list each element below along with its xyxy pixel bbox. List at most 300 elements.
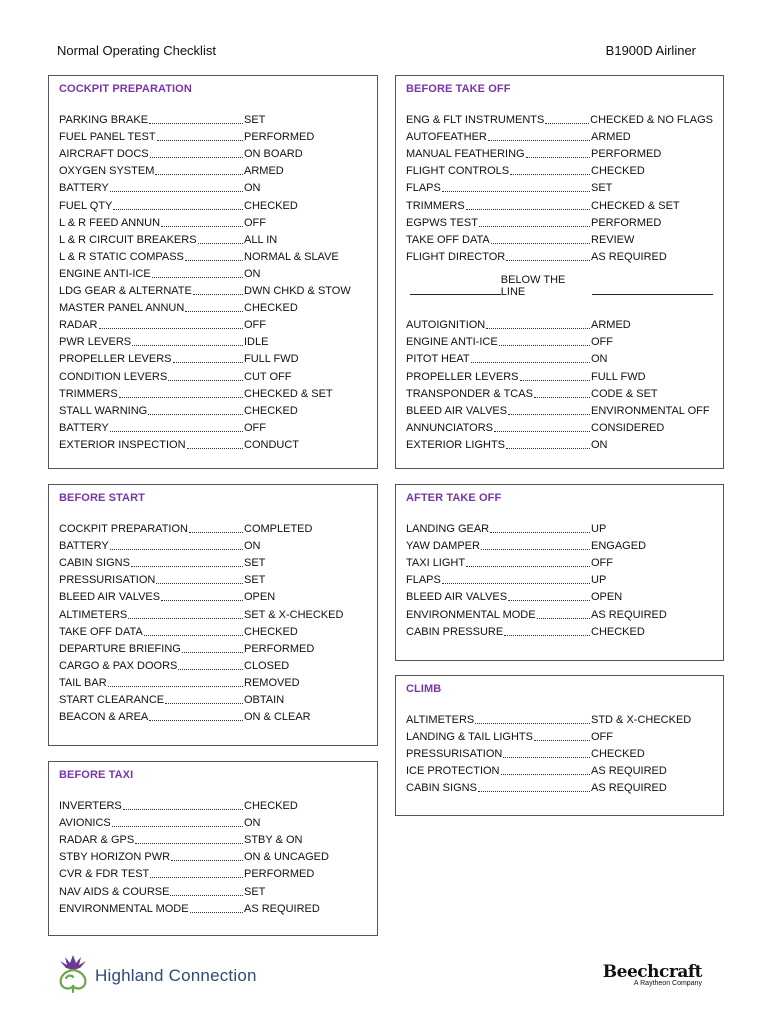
item-label: LDG GEAR & ALTERNATE bbox=[59, 285, 192, 298]
checklist-item bbox=[59, 625, 244, 639]
item-value: CHECKED & SET bbox=[244, 387, 333, 400]
checklist-row bbox=[59, 796, 367, 813]
dot-leader bbox=[490, 532, 590, 533]
checklist-item bbox=[59, 608, 244, 622]
item-label: BLEED AIR VALVES bbox=[406, 404, 508, 417]
section-title: AFTER TAKE OFF bbox=[406, 492, 502, 504]
item-label: PITOT HEAT bbox=[406, 353, 470, 366]
item-label: ICE PROTECTION bbox=[406, 765, 500, 778]
checklist-item bbox=[59, 421, 244, 435]
item-label: ENGINE ANTI-ICE bbox=[406, 336, 498, 349]
dot-leader bbox=[128, 618, 243, 619]
item-label: FUEL QTY bbox=[59, 199, 113, 212]
item-label: OXYGEN SYSTEM bbox=[59, 165, 155, 178]
item-label: TAKE OFF DATA bbox=[406, 233, 490, 246]
item-value: CHECKED bbox=[591, 165, 645, 178]
checklist-row bbox=[406, 315, 713, 332]
checklist-row bbox=[406, 161, 713, 178]
item-label: TRIMMERS bbox=[406, 199, 465, 212]
item-value: ARMED bbox=[591, 319, 631, 332]
item-value: ENGAGED bbox=[591, 540, 647, 553]
item-value: PERFORMED bbox=[591, 148, 662, 161]
checklist-row bbox=[59, 813, 367, 830]
dot-leader bbox=[132, 345, 243, 346]
item-value: CHECKED bbox=[244, 800, 298, 813]
item-label: AVIONICS bbox=[59, 817, 111, 830]
item-label: BATTERY bbox=[59, 421, 109, 434]
checklist-row bbox=[59, 384, 367, 401]
checklist bbox=[59, 796, 367, 916]
checklist-item bbox=[406, 404, 591, 418]
checklist-item bbox=[406, 438, 591, 452]
checklist-item bbox=[406, 522, 591, 536]
dot-leader bbox=[491, 243, 590, 244]
item-value: AS REQUIRED bbox=[591, 782, 667, 795]
item-label: YAW DAMPER bbox=[406, 540, 480, 553]
dot-leader bbox=[110, 549, 243, 550]
checklist-item bbox=[59, 522, 244, 536]
item-value: OFF bbox=[591, 336, 613, 349]
dot-leader bbox=[131, 566, 243, 567]
checklist-item bbox=[59, 301, 244, 315]
item-value: CONSIDERED bbox=[591, 421, 665, 434]
divider-label: BELOW THE LINE bbox=[500, 274, 566, 299]
checklist-item bbox=[59, 676, 244, 690]
checklist-item bbox=[59, 539, 244, 553]
item-label: TRIMMERS bbox=[59, 387, 118, 400]
item-value: AS REQUIRED bbox=[591, 765, 667, 778]
checklist bbox=[406, 710, 713, 795]
checklist-row bbox=[59, 899, 367, 916]
checklist-row bbox=[406, 570, 713, 587]
item-label: BLEED AIR VALVES bbox=[59, 591, 161, 604]
after-take-off-section bbox=[395, 484, 724, 661]
item-value: REVIEW bbox=[591, 233, 635, 246]
checklist-row bbox=[59, 587, 367, 604]
item-value: ON bbox=[244, 182, 261, 195]
checklist-item bbox=[406, 539, 591, 553]
item-label: CABIN SIGNS bbox=[59, 557, 130, 570]
item-value: CHECKED & SET bbox=[591, 199, 680, 212]
item-value: ON bbox=[591, 353, 608, 366]
below-the-line-divider bbox=[406, 274, 713, 299]
item-label: TRANSPONDER & TCAS bbox=[406, 387, 533, 400]
dot-leader bbox=[135, 843, 243, 844]
checklist-item bbox=[59, 267, 244, 281]
checklist bbox=[59, 519, 367, 724]
item-value: ENVIRONMENTAL OFF bbox=[591, 404, 710, 417]
checklist-item bbox=[59, 833, 244, 847]
dot-leader bbox=[150, 157, 243, 158]
checklist-item bbox=[59, 710, 244, 724]
checklist-item bbox=[59, 387, 244, 401]
checklist-row bbox=[59, 847, 367, 864]
divider-line bbox=[592, 294, 713, 295]
dot-leader bbox=[475, 723, 590, 724]
item-label: BLEED AIR VALVES bbox=[406, 591, 508, 604]
dot-leader bbox=[182, 652, 243, 653]
checklist-item bbox=[59, 250, 244, 264]
checklist-item bbox=[406, 781, 591, 795]
item-value: PERFORMED bbox=[244, 868, 315, 881]
item-value: PERFORMED bbox=[244, 642, 315, 655]
checklist-row bbox=[406, 744, 713, 761]
checklist-row bbox=[406, 536, 713, 553]
dot-leader bbox=[110, 431, 243, 432]
item-value: FULL FWD bbox=[591, 370, 646, 383]
dot-leader bbox=[198, 243, 243, 244]
checklist-item bbox=[59, 816, 244, 830]
item-value: DWN CHKD & STOW bbox=[244, 285, 351, 298]
checklist-item bbox=[406, 730, 591, 744]
item-value: COMPLETED bbox=[244, 523, 313, 536]
checklist-row bbox=[59, 570, 367, 587]
section-title: BEFORE TAXI bbox=[59, 769, 134, 781]
checklist bbox=[406, 519, 713, 639]
checklist-row bbox=[406, 553, 713, 570]
item-label: BATTERY bbox=[59, 540, 109, 553]
checklist-row bbox=[59, 519, 367, 536]
item-value: CHECKED & NO FLAGS bbox=[590, 114, 713, 127]
item-value: SET bbox=[591, 182, 613, 195]
checklist-row bbox=[59, 161, 367, 178]
dot-leader bbox=[466, 209, 590, 210]
checklist bbox=[406, 110, 713, 264]
item-label: STBY HORIZON PWR bbox=[59, 851, 171, 864]
item-label: PROPELLER LEVERS bbox=[406, 370, 519, 383]
header-title: Normal Operating Checklist bbox=[57, 43, 216, 58]
checklist-item bbox=[59, 590, 244, 604]
item-label: ENVIRONMENTAL MODE bbox=[406, 608, 536, 621]
item-label: L & R STATIC COMPASS bbox=[59, 250, 184, 263]
checklist-item bbox=[59, 850, 244, 864]
dot-leader bbox=[503, 757, 590, 758]
checklist-item bbox=[59, 318, 244, 332]
dot-leader bbox=[123, 809, 243, 810]
item-label: RADAR & GPS bbox=[59, 834, 135, 847]
section-title: BEFORE TAKE OFF bbox=[406, 83, 511, 95]
checklist-item bbox=[59, 181, 244, 195]
item-value: AS REQUIRED bbox=[244, 902, 320, 915]
dot-leader bbox=[478, 791, 590, 792]
dot-leader bbox=[185, 311, 243, 312]
dot-leader bbox=[506, 260, 590, 261]
checklist-item bbox=[406, 608, 591, 622]
spacer bbox=[406, 298, 713, 315]
dot-leader bbox=[508, 414, 590, 415]
checklist-row bbox=[59, 604, 367, 621]
item-value: CODE & SET bbox=[591, 387, 658, 400]
section-title: CLIMB bbox=[406, 683, 442, 695]
dot-leader bbox=[185, 260, 243, 261]
dot-leader bbox=[161, 226, 243, 227]
dot-leader bbox=[488, 140, 590, 141]
item-label: ALTIMETERS bbox=[406, 714, 475, 727]
item-value: CHECKED bbox=[591, 748, 645, 761]
before-taxi-section bbox=[48, 761, 378, 936]
checklist-item bbox=[406, 233, 591, 247]
checklist-row bbox=[59, 315, 367, 332]
checklist-row bbox=[59, 264, 367, 281]
before-take-off-section bbox=[395, 75, 724, 469]
checklist-row bbox=[59, 247, 367, 264]
checklist-item bbox=[406, 713, 591, 727]
checklist-row bbox=[406, 127, 713, 144]
item-label: COCKPIT PREPARATION bbox=[59, 523, 188, 536]
item-value: SET bbox=[244, 574, 266, 587]
checklist-row bbox=[59, 864, 367, 881]
dot-leader bbox=[481, 549, 590, 550]
dot-leader bbox=[510, 174, 590, 175]
dot-leader bbox=[442, 583, 590, 584]
checklist-item bbox=[59, 335, 244, 349]
item-label: PRESSURISATION bbox=[59, 574, 156, 587]
checklist-row bbox=[59, 830, 367, 847]
item-value: ARMED bbox=[591, 131, 631, 144]
checklist-item bbox=[59, 352, 244, 366]
dot-leader bbox=[190, 912, 243, 913]
item-value: CHECKED bbox=[591, 625, 645, 638]
item-label: INVERTERS bbox=[59, 800, 122, 813]
item-label: ENG & FLT INSTRUMENTS bbox=[406, 114, 545, 127]
checklist-row bbox=[59, 195, 367, 212]
item-label: PROPELLER LEVERS bbox=[59, 353, 172, 366]
checklist-item bbox=[59, 370, 244, 384]
thistle-logo-icon bbox=[55, 953, 91, 998]
checklist-item bbox=[59, 233, 244, 247]
item-value: CHECKED bbox=[244, 302, 298, 315]
item-value: SET bbox=[244, 885, 266, 898]
item-label: ENVIRONMENTAL MODE bbox=[59, 902, 189, 915]
dot-leader bbox=[526, 157, 590, 158]
checklist-row bbox=[406, 435, 713, 452]
checklist-row bbox=[406, 195, 713, 212]
dot-leader bbox=[520, 380, 591, 381]
checklist-item bbox=[59, 573, 244, 587]
checklist-row bbox=[59, 349, 367, 366]
item-value: CHECKED bbox=[244, 404, 298, 417]
item-label: BEACON & AREA bbox=[59, 711, 149, 724]
checklist-row bbox=[59, 673, 367, 690]
dot-leader bbox=[442, 191, 590, 192]
before-start-section bbox=[48, 484, 378, 746]
checklist-item bbox=[406, 181, 591, 195]
dot-leader bbox=[537, 618, 590, 619]
dot-leader bbox=[534, 740, 590, 741]
checklist-item bbox=[59, 642, 244, 656]
checklist-item bbox=[59, 438, 244, 452]
checklist-row bbox=[59, 178, 367, 195]
dot-leader bbox=[173, 362, 244, 363]
item-label: ALTIMETERS bbox=[59, 608, 128, 621]
dot-leader bbox=[155, 174, 243, 175]
dot-leader bbox=[534, 397, 590, 398]
item-label: MASTER PANEL ANNUN bbox=[59, 302, 185, 315]
item-label: RADAR bbox=[59, 319, 98, 332]
item-value: STBY & ON bbox=[244, 834, 303, 847]
item-label: MANUAL FEATHERING bbox=[406, 148, 525, 161]
checklist-row bbox=[406, 401, 713, 418]
item-label: PRESSURISATION bbox=[406, 748, 503, 761]
item-value: ON & UNCAGED bbox=[244, 851, 329, 864]
dot-leader bbox=[112, 826, 243, 827]
item-label: LANDING GEAR bbox=[406, 523, 490, 536]
item-value: OBTAIN bbox=[244, 694, 285, 707]
dot-leader bbox=[501, 774, 590, 775]
checklist-row bbox=[59, 144, 367, 161]
dot-leader bbox=[178, 669, 243, 670]
checklist-item bbox=[406, 250, 591, 264]
checklist-row bbox=[406, 332, 713, 349]
checklist-row bbox=[59, 127, 367, 144]
climb-section bbox=[395, 675, 724, 816]
dot-leader bbox=[187, 448, 243, 449]
dot-leader bbox=[508, 600, 590, 601]
checklist-item bbox=[406, 164, 591, 178]
item-value: AS REQUIRED bbox=[591, 250, 667, 263]
dot-leader bbox=[157, 140, 243, 141]
dot-leader bbox=[161, 600, 243, 601]
item-label: TAKE OFF DATA bbox=[59, 625, 143, 638]
item-label: FLIGHT CONTROLS bbox=[406, 165, 510, 178]
item-label: BATTERY bbox=[59, 182, 109, 195]
item-value: SET & X-CHECKED bbox=[244, 608, 344, 621]
checklist-row bbox=[59, 656, 367, 673]
dot-leader bbox=[152, 277, 243, 278]
checklist-item bbox=[406, 370, 591, 384]
checklist-row bbox=[406, 622, 713, 639]
checklist-row bbox=[406, 761, 713, 778]
checklist-row bbox=[59, 418, 367, 435]
item-label: FLIGHT DIRECTOR bbox=[406, 250, 506, 263]
dot-leader bbox=[108, 686, 243, 687]
item-value: ON bbox=[244, 540, 261, 553]
dot-leader bbox=[494, 431, 590, 432]
item-value: REMOVED bbox=[244, 676, 300, 689]
item-value: CHECKED bbox=[244, 625, 298, 638]
cockpit-preparation-section bbox=[48, 75, 378, 469]
item-value: CUT OFF bbox=[244, 370, 292, 383]
checklist-row bbox=[59, 707, 367, 724]
dot-leader bbox=[170, 895, 243, 896]
checklist bbox=[406, 315, 713, 452]
checklist-item bbox=[59, 659, 244, 673]
item-value: OPEN bbox=[591, 591, 623, 604]
checklist-row bbox=[406, 144, 713, 161]
item-label: L & R FEED ANNUN bbox=[59, 216, 161, 229]
checklist-row bbox=[59, 281, 367, 298]
checklist-item bbox=[406, 764, 591, 778]
dot-leader bbox=[171, 860, 243, 861]
checklist-item bbox=[406, 556, 591, 570]
checklist-row bbox=[406, 178, 713, 195]
dot-leader bbox=[506, 448, 590, 449]
checklist-row bbox=[59, 230, 367, 247]
item-value: STD & X-CHECKED bbox=[591, 714, 692, 727]
checklist-item bbox=[59, 902, 244, 916]
item-value: OFF bbox=[244, 319, 266, 332]
item-label: EXTERIOR LIGHTS bbox=[406, 438, 506, 451]
item-label: AUTOIGNITION bbox=[406, 319, 486, 332]
checklist-row bbox=[59, 536, 367, 553]
checklist-row bbox=[406, 604, 713, 621]
checklist-row bbox=[406, 384, 713, 401]
dot-leader bbox=[156, 583, 243, 584]
item-label: ANNUNCIATORS bbox=[406, 421, 493, 434]
item-value: ON bbox=[591, 438, 608, 451]
checklist-item bbox=[59, 284, 244, 298]
checklist-row bbox=[406, 519, 713, 536]
dot-leader bbox=[193, 294, 243, 295]
checklist-item bbox=[406, 216, 591, 230]
checklist-item bbox=[406, 113, 590, 127]
item-label: LANDING & TAIL LIGHTS bbox=[406, 731, 533, 744]
brand-right: Beechcraft bbox=[602, 962, 702, 982]
item-value: SET bbox=[244, 114, 266, 127]
checklist-item bbox=[406, 130, 591, 144]
item-label: PARKING BRAKE bbox=[59, 114, 149, 127]
item-label: STALL WARNING bbox=[59, 404, 148, 417]
checklist-item bbox=[59, 693, 244, 707]
checklist-row bbox=[406, 366, 713, 383]
item-label: DEPARTURE BRIEFING bbox=[59, 642, 181, 655]
divider-line bbox=[410, 294, 501, 295]
checklist-row bbox=[406, 110, 713, 127]
checklist-item bbox=[406, 387, 591, 401]
item-label: CONDITION LEVERS bbox=[59, 370, 168, 383]
item-value: SET bbox=[244, 557, 266, 570]
checklist-item bbox=[59, 867, 244, 881]
item-value: UP bbox=[591, 574, 607, 587]
item-label: FLAPS bbox=[406, 574, 441, 587]
checklist-row bbox=[406, 418, 713, 435]
item-label: ENGINE ANTI-ICE bbox=[59, 267, 151, 280]
dot-leader bbox=[150, 877, 243, 878]
item-value: PERFORMED bbox=[244, 131, 315, 144]
item-value: IDLE bbox=[244, 336, 269, 349]
dot-leader bbox=[149, 720, 243, 721]
checklist-item bbox=[59, 130, 244, 144]
dot-leader bbox=[144, 635, 243, 636]
checklist-item bbox=[406, 199, 591, 213]
item-label: TAIL BAR bbox=[59, 676, 107, 689]
item-value: FULL FWD bbox=[244, 353, 299, 366]
item-value: NORMAL & SLAVE bbox=[244, 250, 339, 263]
checklist-row bbox=[59, 690, 367, 707]
checklist-row bbox=[406, 727, 713, 744]
checklist bbox=[59, 110, 367, 452]
item-label: EXTERIOR INSPECTION bbox=[59, 438, 186, 451]
checklist-row bbox=[59, 110, 367, 127]
item-label: AIRCRAFT DOCS bbox=[59, 148, 149, 161]
checklist-row bbox=[406, 213, 713, 230]
dot-leader bbox=[165, 703, 243, 704]
checklist-item bbox=[59, 556, 244, 570]
checklist-row bbox=[406, 778, 713, 795]
item-value: CHECKED bbox=[244, 199, 298, 212]
checklist-row bbox=[406, 349, 713, 366]
beechcraft-logo bbox=[603, 962, 702, 987]
section-title: COCKPIT PREPARATION bbox=[59, 83, 192, 95]
dot-leader bbox=[168, 380, 243, 381]
item-value: PERFORMED bbox=[591, 216, 662, 229]
checklist-row bbox=[406, 247, 713, 264]
checklist-item bbox=[406, 625, 591, 639]
item-value: OPEN bbox=[244, 591, 276, 604]
dot-leader bbox=[149, 123, 243, 124]
dot-leader bbox=[471, 362, 590, 363]
checklist-item bbox=[406, 335, 591, 349]
